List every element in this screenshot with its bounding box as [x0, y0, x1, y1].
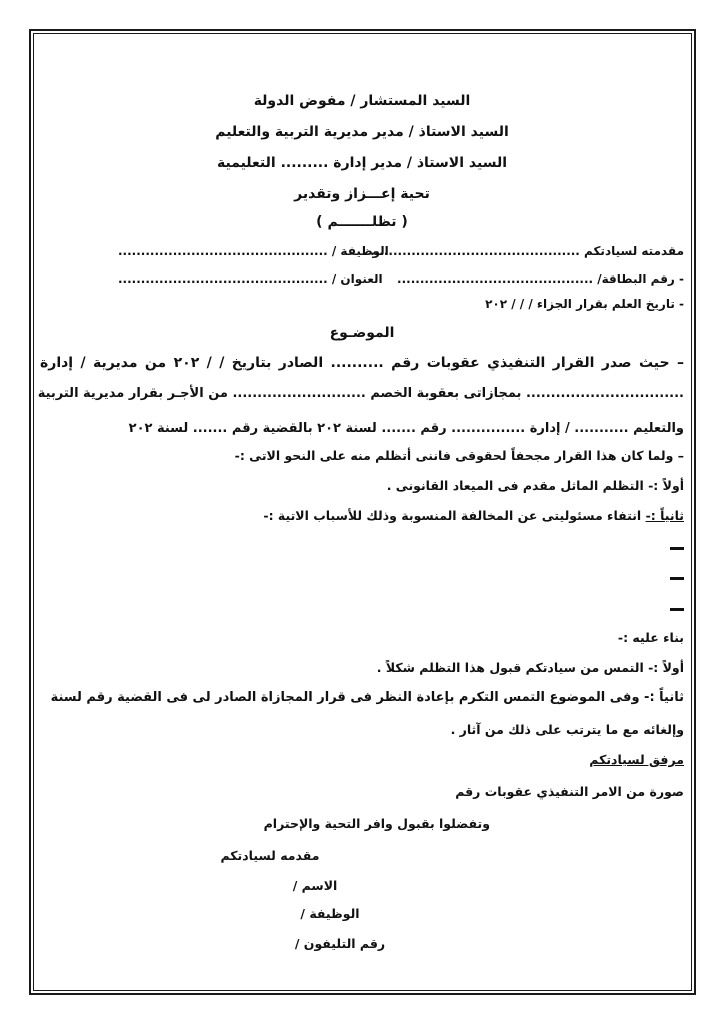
conclusion-second-cont: وإلغائه مع ما يترتب على ذلك من آثار .: [450, 722, 684, 737]
conclusion-first: أولاً :- التمس من سيادتكم قبول هذا التظلم شكلاً .: [376, 660, 684, 675]
addressee-directorate: السيد الاستاذ / مدير مديرية التربية والتعليم: [215, 124, 509, 140]
signature-submitted: مقدمه لسيادتكم: [220, 848, 320, 863]
id-card-field: - رقم البطاقة/ ...........................................: [397, 272, 684, 286]
first-reason-text: التظلم الماثل مقدم فى الميعاد القانونى .: [386, 478, 649, 493]
conclusion-heading: بناء عليه :-: [617, 630, 684, 645]
body-line-1: – حيث صدر القرار التنفيذي عقوبات رقم .......... الصادر بتاريخ / / ٢٠٢ من مديرية / إدارة: [40, 355, 684, 371]
addressee-administration: السيد الاستاذ / مدير إدارة ......... التعليمية: [217, 155, 507, 171]
second-reason-label: ثانياً :-: [645, 508, 684, 523]
conclusion-second: ثانياً :- وفى الموضوع التمس التكرم بإعادة النظر فى قرار المجازاة الصادر لى فى القضية رقم لسنة: [50, 690, 684, 705]
attachment-item: صورة من الامر التنفيذي عقوبات رقم: [455, 784, 684, 799]
submitted-by-field: مقدمته لسيادتكم ..............................................: [370, 244, 684, 258]
greeting: تحية إعـــزاز وتقدير: [294, 186, 430, 202]
body-line-3: والتعليم ........... / إدارة ............... رقم ....... لسنة ٢٠٢ بالقضية رقم ....... لسنة ٢٠٢: [128, 421, 684, 436]
closing-greeting: وتفضلوا بقبول وافر التحية والإحترام: [263, 816, 490, 831]
signature-job: الوظيفة /: [300, 906, 360, 921]
signature-name: الاسم /: [292, 878, 338, 893]
body-line-2: ................................ بمجازاتى بعقوبة الخصم ........................... من الأجـر بقرار مديرية التربية: [37, 386, 684, 401]
address-field: العنوان / ..............................................: [118, 272, 383, 286]
subject-heading: الموضـوع: [329, 325, 395, 341]
blank-reason-dash: [670, 577, 684, 580]
job-field: الوظيفة / ..............................................: [118, 244, 389, 258]
signature-phone: رقم التليفون /: [294, 936, 386, 951]
second-reason-text: انتفاء مسئوليتى عن المخالفة المنسوبة وذلك للأسباب الاتية :-: [263, 508, 646, 523]
second-reason: [40, 508, 684, 523]
body-line-4: – ولما كان هذا القرار مجحفاً لحقوقى فاننى أتظلم منه على النحو الاتى :-: [234, 448, 684, 463]
addressee-commissioner: السيد المستشار / مفوض الدولة: [253, 93, 471, 109]
notice-date-field: - تاريخ العلم بقرار الجزاء / / / ٢٠٢: [485, 297, 684, 311]
first-reason: [40, 478, 684, 493]
grievance-title: ( تظلـــــــم ): [316, 214, 408, 230]
blank-reason-dash: [670, 547, 684, 550]
blank-reason-dash: [670, 608, 684, 611]
first-reason-label: أولاً :-: [648, 478, 684, 493]
attachment-heading: مرفق لسيادتكم: [589, 752, 684, 767]
